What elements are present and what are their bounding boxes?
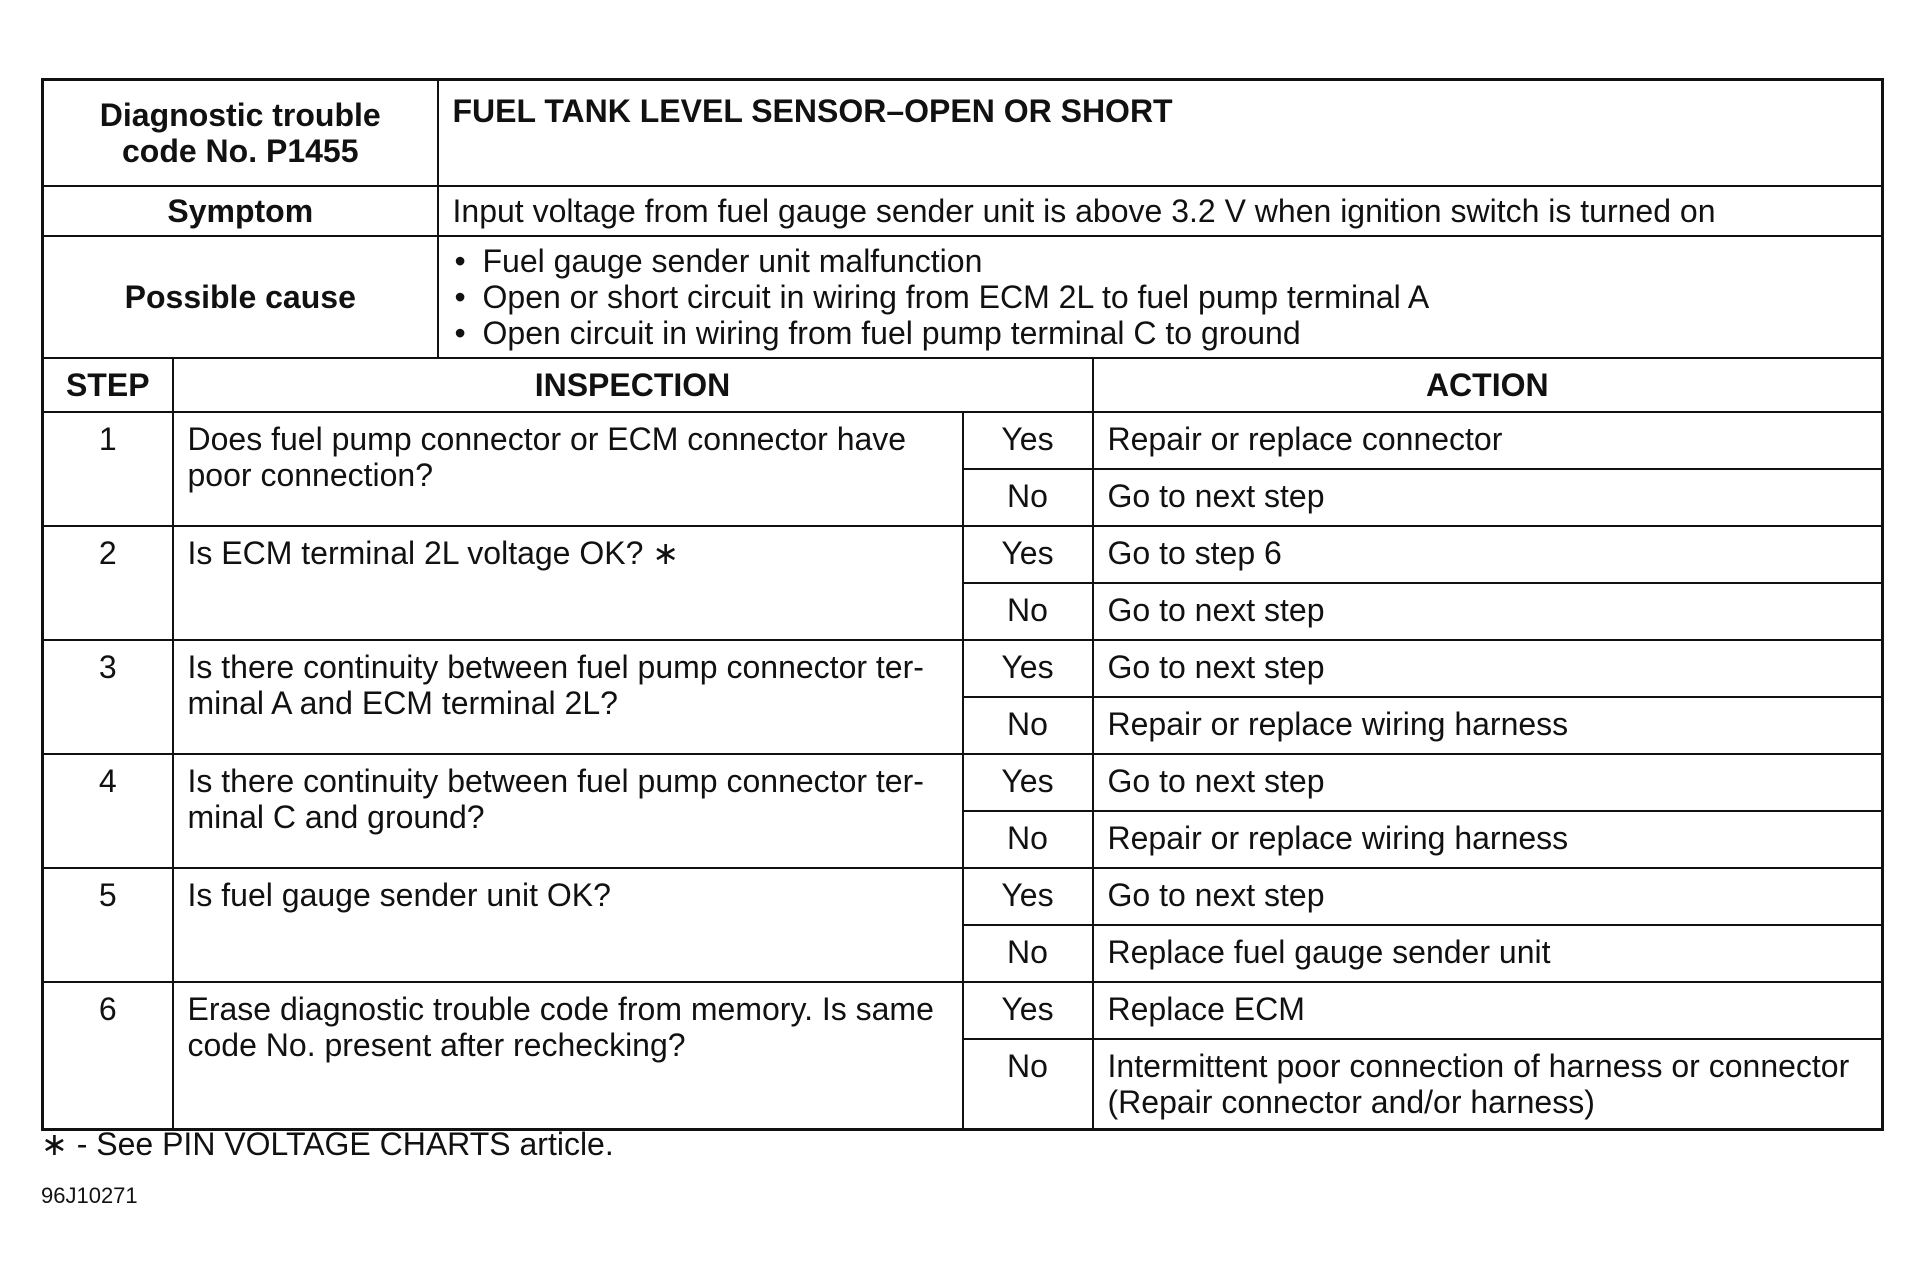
figure-code: 96J10271 xyxy=(41,1183,138,1208)
step-number: 5 xyxy=(43,868,173,982)
diagnostic-sheet xyxy=(41,78,1881,1131)
action-column-header: ACTION xyxy=(1093,358,1883,412)
no-label: No xyxy=(963,583,1093,640)
step-number: 3 xyxy=(43,640,173,754)
inspection-text: Is ECM terminal 2L voltage OK? ∗ xyxy=(173,526,963,640)
inspection-column-header: INSPECTION xyxy=(173,358,1093,412)
inspection-text: Erase diagnostic trouble code from memory. Is same code No. present after rechecking? xyxy=(173,982,963,1130)
table-row xyxy=(43,982,1883,1039)
no-action: Go to next step xyxy=(1093,469,1883,526)
yes-action: Repair or replace connector xyxy=(1093,412,1883,469)
yes-label: Yes xyxy=(963,868,1093,925)
yes-label: Yes xyxy=(963,640,1093,697)
yes-action: Replace ECM xyxy=(1093,982,1883,1039)
symptom-text: Input voltage from fuel gauge sender unit is above 3.2 V when ignition switch is turned on xyxy=(438,186,1883,236)
diagnostic-table xyxy=(41,78,1884,1131)
step-number: 1 xyxy=(43,412,173,526)
cause-item: • Open or short circuit in wiring from ECM 2L to fuel pump terminal A xyxy=(453,279,1868,315)
yes-action: Go to step 6 xyxy=(1093,526,1883,583)
step-number: 4 xyxy=(43,754,173,868)
step-number: 6 xyxy=(43,982,173,1130)
code-row xyxy=(43,80,1883,187)
table-row xyxy=(43,640,1883,697)
yes-label: Yes xyxy=(963,412,1093,469)
yes-action: Go to next step xyxy=(1093,868,1883,925)
no-label: No xyxy=(963,925,1093,982)
table-row xyxy=(43,526,1883,583)
no-action: Repair or replace wiring harness xyxy=(1093,697,1883,754)
inspection-text: Is there continuity between fuel pump connector ter-minal A and ECM terminal 2L? xyxy=(173,640,963,754)
possible-cause-list xyxy=(438,236,1883,358)
cause-item: • Fuel gauge sender unit malfunction xyxy=(453,243,1868,279)
yes-action: Go to next step xyxy=(1093,754,1883,811)
table-row xyxy=(43,868,1883,925)
table-row xyxy=(43,412,1883,469)
cause-row xyxy=(43,236,1883,358)
no-label: No xyxy=(963,697,1093,754)
column-header-row xyxy=(43,358,1883,412)
no-label: No xyxy=(963,469,1093,526)
yes-action: Go to next step xyxy=(1093,640,1883,697)
table-row xyxy=(43,754,1883,811)
yes-label: Yes xyxy=(963,754,1093,811)
symptom-label: Symptom xyxy=(43,186,438,236)
page-title: FUEL TANK LEVEL SENSOR–OPEN OR SHORT xyxy=(438,80,1883,187)
no-action: Intermittent poor connection of harness or connector (Repair connector and/or harness) xyxy=(1093,1039,1883,1130)
no-action: Replace fuel gauge sender unit xyxy=(1093,925,1883,982)
possible-cause-label: Possible cause xyxy=(43,236,438,358)
yes-label: Yes xyxy=(963,526,1093,583)
no-action: Go to next step xyxy=(1093,583,1883,640)
step-number: 2 xyxy=(43,526,173,640)
inspection-text: Does fuel pump connector or ECM connector have poor connection? xyxy=(173,412,963,526)
no-label: No xyxy=(963,811,1093,868)
cause-item: • Open circuit in wiring from fuel pump terminal C to ground xyxy=(453,315,1868,351)
trouble-code-label: Diagnostic trouble code No. P1455 xyxy=(43,80,438,187)
footnote: ∗ - See PIN VOLTAGE CHARTS article. xyxy=(41,1126,614,1162)
no-label: No xyxy=(963,1039,1093,1130)
yes-label: Yes xyxy=(963,982,1093,1039)
symptom-row xyxy=(43,186,1883,236)
inspection-text: Is fuel gauge sender unit OK? xyxy=(173,868,963,982)
inspection-text: Is there continuity between fuel pump connector ter-minal C and ground? xyxy=(173,754,963,868)
step-column-header: STEP xyxy=(43,358,173,412)
no-action: Repair or replace wiring harness xyxy=(1093,811,1883,868)
